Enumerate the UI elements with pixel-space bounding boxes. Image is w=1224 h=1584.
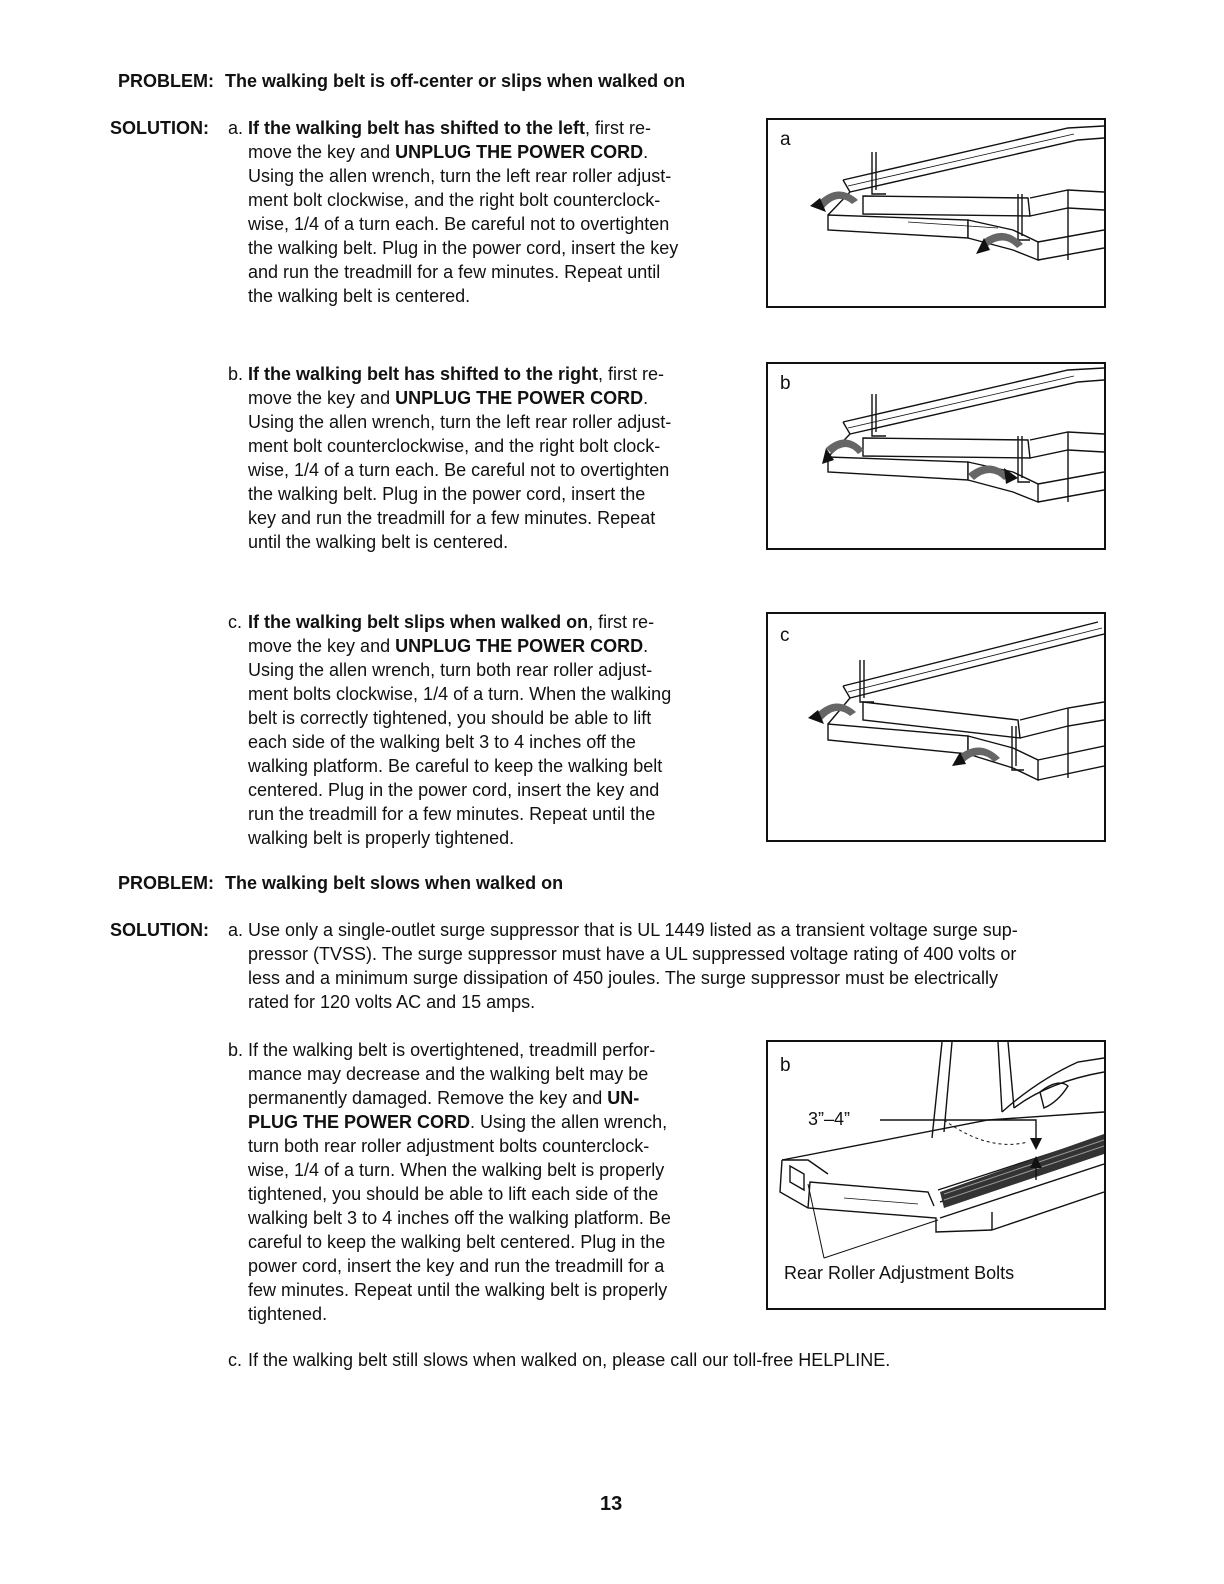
step2-text-b: If the walking belt is overtightened, treadmill perfor- mance may decrease and the walking belt may be permanently damaged. Remove the key and UN- PLUG THE POWER CORD. Using the allen wrench, turn both rear roller adjustment bolts counterclock- wise, 1/4 of a turn. When the walking belt is properly tightened, you should be able to lift each side of the walking belt 3 to 4 inches off the walking platform. Be careful to keep the walking belt centered. Plug in the power cord, insert the key and run the treadmill for a few minutes. Repeat until the walking belt is properly tightened. xyxy=(248,1040,671,1324)
problem-heading-2 xyxy=(118,872,563,894)
page-number: 13 xyxy=(600,1493,623,1515)
figure-b xyxy=(766,362,1106,550)
figure-label-a: a xyxy=(780,129,791,150)
problem-label: PROBLEM: xyxy=(118,71,214,91)
rotation-arrow-clockwise-icon xyxy=(808,703,856,724)
treadmill-rear-illustration-a xyxy=(768,120,1104,306)
problem-title: The walking belt is off-center or slips when walked on xyxy=(225,71,686,91)
step-text-a: If the walking belt has shifted to the left, first re- move the key and UNPLUG THE POWER CORD. Using the allen wrench, turn the left rear roller adjust- ment bolt clockwise, and the right bolt counterclock- wise, 1/4 of a turn each. Be careful not to overtighten the walking belt. Plug in the power cord, insert the key and run the treadmill for a few minutes. Repeat until the walking belt is centered. xyxy=(248,118,679,306)
figure-c xyxy=(766,612,1106,842)
step2-letter-c: c. xyxy=(228,1350,243,1370)
step-letter-c: c. xyxy=(228,612,243,632)
lifted-belt-edge xyxy=(940,1134,1104,1208)
problem-label: PROBLEM: xyxy=(118,873,214,893)
problem-heading-1 xyxy=(118,70,685,92)
treadmill-rear-illustration-b xyxy=(768,364,1104,548)
dimension-label: 3”–4” xyxy=(808,1109,851,1129)
step-text-b: If the walking belt has shifted to the right, first re- move the key and UNPLUG THE POWER CORD. Using the allen wrench, turn the left rear roller adjust- ment bolt counterclockwise, and the right bolt clock- wise, 1/4 of a turn each. Be careful not to overtighten the walking belt. Plug in the power cord, insert the key and run the treadmill for a few minutes. Repeat until the walking belt is centered. xyxy=(248,364,672,552)
figure-a xyxy=(766,118,1106,308)
figure-label-b: b xyxy=(780,373,791,394)
step-letter-a: a. xyxy=(228,118,244,138)
figure-label-2b: b xyxy=(780,1055,791,1076)
step2-text-a: Use only a single-outlet surge suppressor that is UL 1449 listed as a transient voltage surge sup- pressor (TVSS). The surge suppressor must have a UL suppressed voltage rating of 400 volts or less and a minimum surge dissipation of 450 joules. The surge suppressor must be electrically rated for 120 volts AC and 15 amps. xyxy=(248,920,1018,1012)
figure-2b xyxy=(766,1040,1106,1310)
step-text-c: If the walking belt slips when walked on, first re- move the key and UNPLUG THE POWER CORD. Using the allen wrench, turn both rear roller adjust- ment bolts clockwise, 1/4 of a turn. When the walking belt is correctly tightened, you should be able to lift each side of the walking belt 3 to 4 inches off the walking platform. Be careful to keep the walking belt centered. Plug in the power cord, insert the key and run the treadmill for a few minutes. Repeat until the walking belt is properly tightened. xyxy=(248,612,672,848)
figure-caption: Rear Roller Adjustment Bolts xyxy=(784,1263,1015,1283)
figure-label-c: c xyxy=(780,625,790,646)
solution-label-1: SOLUTION: xyxy=(110,118,209,138)
solution-label-2: SOLUTION: xyxy=(110,920,209,940)
step2-letter-b: b. xyxy=(228,1040,244,1060)
step-intro: If the walking belt has shifted to the left xyxy=(248,118,586,138)
treadmill-rear-illustration-c xyxy=(768,614,1104,840)
problem-title: The walking belt slows when walked on xyxy=(225,873,564,893)
step2-letter-a: a. xyxy=(228,920,244,940)
step2-text-c: If the walking belt still slows when walked on, please call our toll-free HELPLINE. xyxy=(248,1350,891,1370)
step-letter-b: b. xyxy=(228,364,244,384)
